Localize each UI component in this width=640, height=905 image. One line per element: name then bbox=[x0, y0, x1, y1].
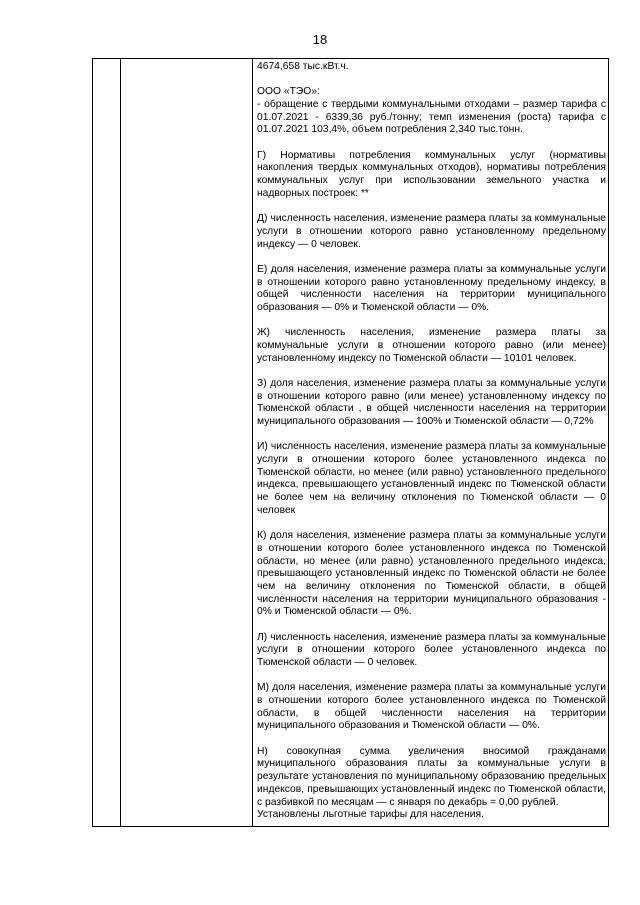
paragraph-i: И) численность населения, изменение размера платы за коммунальные услуги в отношении которого более установленного индекса по Тюменской области, но менее (или равно) установленного предельного индекса, превышающего установленный индекс по Тюменской области не более чем на величину отклонения по Тюменской области — 0 человек bbox=[257, 441, 606, 516]
paragraph-z: З) доля населения, изменение размера платы за коммунальные услуги в отношении которого равно (или менее) установленному индексу по Тюменской области , в общей численности населения на территории муниципального образования — 100% и Тюменской области — 0,72% bbox=[257, 377, 606, 428]
paragraph-e: Е) доля населения, изменение размера платы за коммунальные услуги в отношении которого равно установленному предельному индексу, в общей численности населения на территории муниципального образования — 0% и Тюменской области — 0%. bbox=[257, 263, 606, 313]
table-cell-content bbox=[257, 61, 606, 822]
paragraph-waste-tariff: - обращение с твердыми коммунальными отходами – размер тарифа с 01.07.2021 - 6339,36 руб./тонну; темп изменения (роста) тарифа с 01.07.2021 103,4%, объем потребления 2,340 тыс.тонн. bbox=[257, 99, 606, 136]
paragraph-d: Д) численность населения, изменение размера платы за коммунальные услуги в отношении которого равно установленному предельному индексу — 0 человек. bbox=[257, 213, 606, 250]
consumption-volume-line: 4674,658 тыс.кВт.ч. bbox=[257, 61, 349, 72]
column-divider bbox=[252, 59, 253, 826]
paragraph-preferential-tariffs: Установлены льготные тарифы для населения. bbox=[257, 809, 484, 821]
paragraph-l: Л) численность населения, изменение размера платы за коммунальные услуги в отношении которого более установленного индекса по Тюменской области — 0 человек. bbox=[257, 631, 606, 669]
organization-name: ООО «ТЭО»: bbox=[257, 86, 320, 98]
paragraph-g: Г) Нормативы потребления коммунальных услуг (нормативы накопления твердых коммунальных отходов), нормативы потребления коммунальных услуг при использовании земельного участка и надворных построек: ** bbox=[257, 149, 606, 199]
page-number: 18 bbox=[312, 32, 328, 47]
document-table bbox=[92, 58, 609, 827]
paragraph-k: К) доля населения, изменение размера платы за коммунальные услуги в отношении которого более установленного индекса по Тюменской области, но менее (или равно) установленного предельного индекса, превышающего установленный индекс по Тюменской области не более чем на величину отклонения по Тюменской области, в общей численности населения на территории муниципального образования - 0% и Тюменской области — 0%. bbox=[257, 530, 606, 618]
paragraph-m: М) доля населения, изменение размера платы за коммунальные услуги в отношении которого более установленного индекса по Тюменской области, в общей численности населения на территории муниципального образования и Тюменской области — 0%. bbox=[257, 682, 606, 732]
column-divider bbox=[120, 59, 121, 826]
paragraph-zh: Ж) численность населения, изменение размера платы за коммунальные услуги в отношении которого равно (или менее) установленному индексу по Тюменской области — 10101 человек. bbox=[257, 327, 606, 364]
paragraph-n: Н) совокупная сумма увеличения вносимой гражданами муниципального образования платы за коммунальные услуги в результате установления по муниципальному образованию предельных индексов, превышающих установленный индекс по Тюменской области, с разбивкой по месяцам — с января по декабрь = 0,00 рублей. bbox=[257, 745, 606, 808]
